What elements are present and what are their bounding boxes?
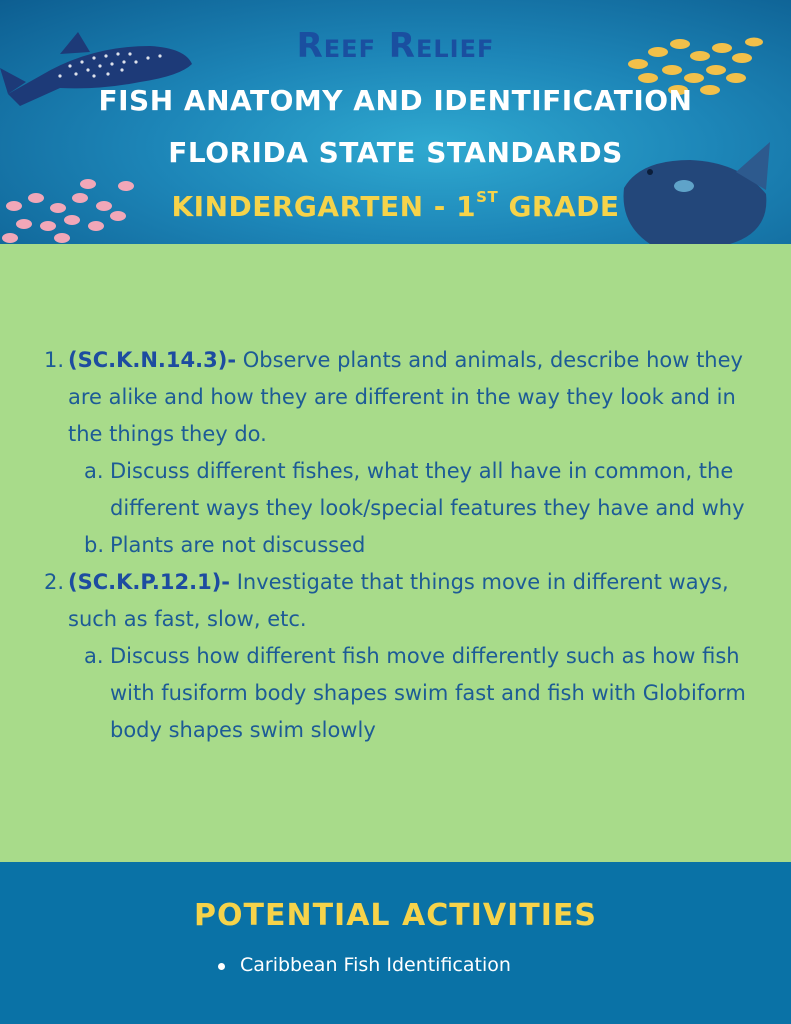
standard-code: (SC.K.N.14.3)- xyxy=(68,348,237,372)
activities-section xyxy=(0,862,791,1024)
title-line-1: FISH ANATOMY AND IDENTIFICATION xyxy=(98,84,693,117)
sub-text: Plants are not discussed xyxy=(110,533,366,557)
activities-title: POTENTIAL ACTIVITIES xyxy=(194,898,597,933)
standard-text: Investigate that things move in different ways, such as fast, slow, etc. xyxy=(68,570,729,631)
header-banner xyxy=(0,0,791,244)
standard-item xyxy=(44,342,764,453)
grade-level-title xyxy=(0,190,791,223)
bullet-icon xyxy=(218,963,225,970)
activity-text: Caribbean Fish Identification xyxy=(240,954,511,976)
standards-list xyxy=(44,342,764,749)
sub-marker: a. xyxy=(84,459,104,483)
grade-superscript: ST xyxy=(476,188,499,206)
title-line-2: FLORIDA STATE STANDARDS xyxy=(168,136,623,169)
sub-marker: b. xyxy=(84,533,105,557)
sub-item xyxy=(44,638,764,749)
sub-marker: a. xyxy=(84,644,104,668)
standard-code: (SC.K.P.12.1)- xyxy=(68,570,231,594)
standards-section xyxy=(0,244,791,862)
list-marker: 2. xyxy=(44,570,65,594)
grade-prefix: KINDERGARTEN - 1 xyxy=(171,190,477,223)
brand-logo: Reef Relief xyxy=(296,26,495,66)
sub-text: Discuss different fishes, what they all have in common, the different ways they look/special features they have and why xyxy=(110,459,745,520)
sub-item xyxy=(44,527,764,564)
list-marker: 1. xyxy=(44,348,65,372)
standard-item xyxy=(44,564,764,638)
grade-suffix: GRADE xyxy=(498,190,620,223)
sub-text: Discuss how different fish move differently such as how fish with fusiform body shapes swim fast and fish with Globiform body shapes swim slowly xyxy=(110,644,746,742)
standard-text: Observe plants and animals, describe how they are alike and how they are different in the way they look and in the things they do. xyxy=(68,348,743,446)
sub-item xyxy=(44,453,764,527)
